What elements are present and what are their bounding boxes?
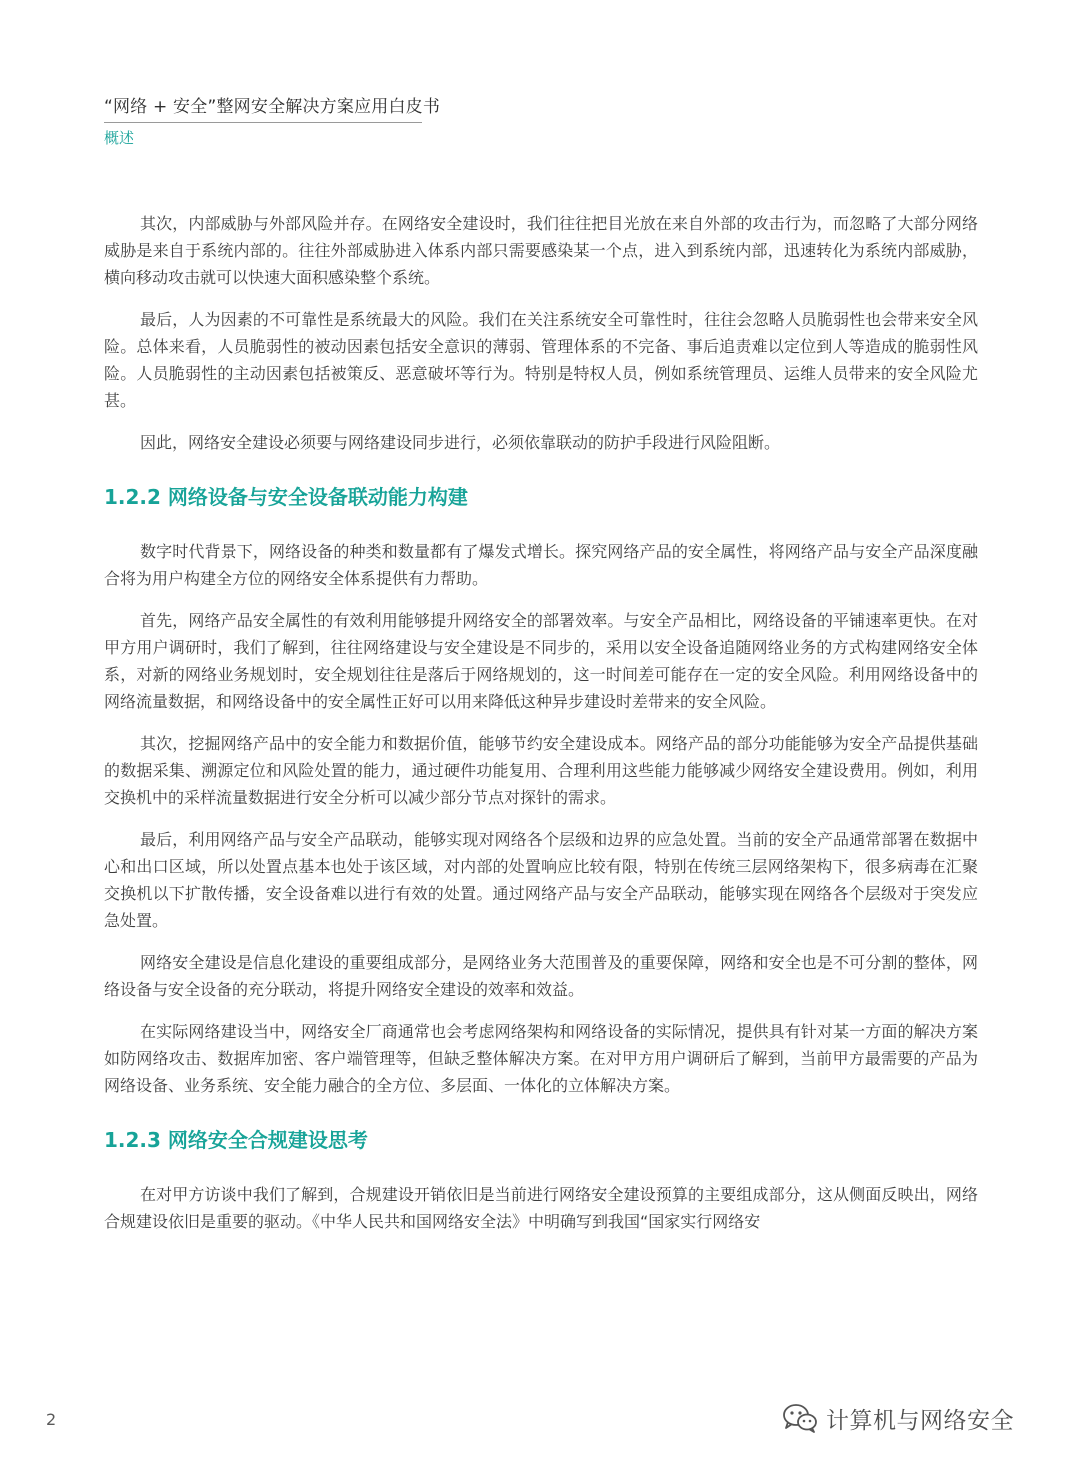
paragraph: 其次，内部威胁与外部风险并存。在网络安全建设时，我们往往把目光放在来自外部的攻击行为，而忽略了大部分网络威胁是来自于系统内部的。往往外部威胁进入体系内部只需要感染某一个点，进入到系统内部，迅速转化为系统内部威胁，横向移动攻击就可以快速大面积感染整个系统。	[104, 214, 978, 287]
paragraph: 数字时代背景下，网络设备的种类和数量都有了爆发式增长。探究网络产品的安全属性，将网络产品与安全产品深度融合将为用户构建全方位的网络安全体系提供有力帮助。	[104, 542, 978, 588]
paragraph: 因此，网络安全建设必须要与网络建设同步进行，必须依靠联动的防护手段进行风险阻断。	[140, 433, 781, 452]
running-header	[104, 96, 441, 148]
paragraph: 网络安全建设是信息化建设的重要组成部分，是网络业务大范围普及的重要保障，网络和安全也是不可分割的整体，网络设备与安全设备的充分联动，将提升网络安全建设的效率和效益。	[104, 953, 978, 999]
header-divider	[104, 122, 422, 123]
paragraph: 在实际网络建设当中，网络安全厂商通常也会考虑网络架构和网络设备的实际情况，提供具有针对某一方面的解决方案如防网络攻击、数据库加密、客户端管理等，但缺乏整体解决方案。在对甲方用户调研后了解到，当前甲方最需要的产品为网络设备、业务系统、安全能力融合的全方位、多层面、一体化的立体解决方案。	[104, 1022, 978, 1095]
document-title: “网络 + 安全”整网安全解决方案应用白皮书	[104, 97, 441, 117]
paragraph: 最后，利用网络产品与安全产品联动，能够实现对网络各个层级和边界的应急处置。当前的安全产品通常部署在数据中心和出口区域，所以处置点基本也处于该区域，对内部的处置响应比较有限，特别在传统三层网络架构下，很多病毒在汇聚交换机以下扩散传播，安全设备难以进行有效的处置。通过网络产品与安全产品联动，能够实现在网络各个层级对于突发应急处置。	[104, 830, 978, 930]
paragraph: 首先，网络产品安全属性的有效利用能够提升网络安全的部署效率。与安全产品相比，网络设备的平铺速率更快。在对甲方用户调研时，我们了解到，往往网络建设与安全建设是不同步的，采用以安全设备追随网络业务的方式构建网络安全体系，对新的网络业务规划时，安全规划往往是落后于网络规划的，这一时间差可能存在一定的安全风险。利用网络设备中的网络流量数据，和网络设备中的安全属性正好可以用来降低这种异步建设时差带来的安全风险。	[104, 611, 978, 711]
watermark-text: 计算机与网络安全	[826, 1407, 1014, 1434]
section-heading-1-2-3: 1.2.3 网络安全合规建设思考	[104, 1128, 368, 1152]
watermark	[782, 1398, 1014, 1438]
section-label: 概述	[104, 129, 135, 147]
wechat-icon	[782, 1403, 818, 1433]
section-heading-1-2-2: 1.2.2 网络设备与安全设备联动能力构建	[104, 485, 468, 509]
paragraph: 其次，挖掘网络产品中的安全能力和数据价值，能够节约安全建设成本。网络产品的部分功能能够为安全产品提供基础的数据采集、溯源定位和风险处置的能力，通过硬件功能复用、合理利用这些能力能够减少网络安全建设费用。例如，利用交换机中的采样流量数据进行安全分析可以减少部分节点对探针的需求。	[104, 734, 978, 807]
page-body	[104, 210, 978, 1250]
paragraph: 最后，人为因素的不可靠性是系统最大的风险。我们在关注系统安全可靠性时，往往会忽略人员脆弱性也会带来安全风险。总体来看，人员脆弱性的被动因素包括安全意识的薄弱、管理体系的不完备、事后追责难以定位到人等造成的脆弱性风险。人员脆弱性的主动因素包括被策反、恶意破坏等行为。特别是特权人员，例如系统管理员、运维人员带来的安全风险尤甚。	[104, 310, 978, 410]
paragraph: 在对甲方访谈中我们了解到，合规建设开销依旧是当前进行网络安全建设预算的主要组成部分，这从侧面反映出，网络合规建设依旧是重要的驱动。《中华人民共和国网络安全法》中明确写到我国“国家实行网络安	[104, 1185, 978, 1231]
page-number: 2	[46, 1410, 57, 1429]
